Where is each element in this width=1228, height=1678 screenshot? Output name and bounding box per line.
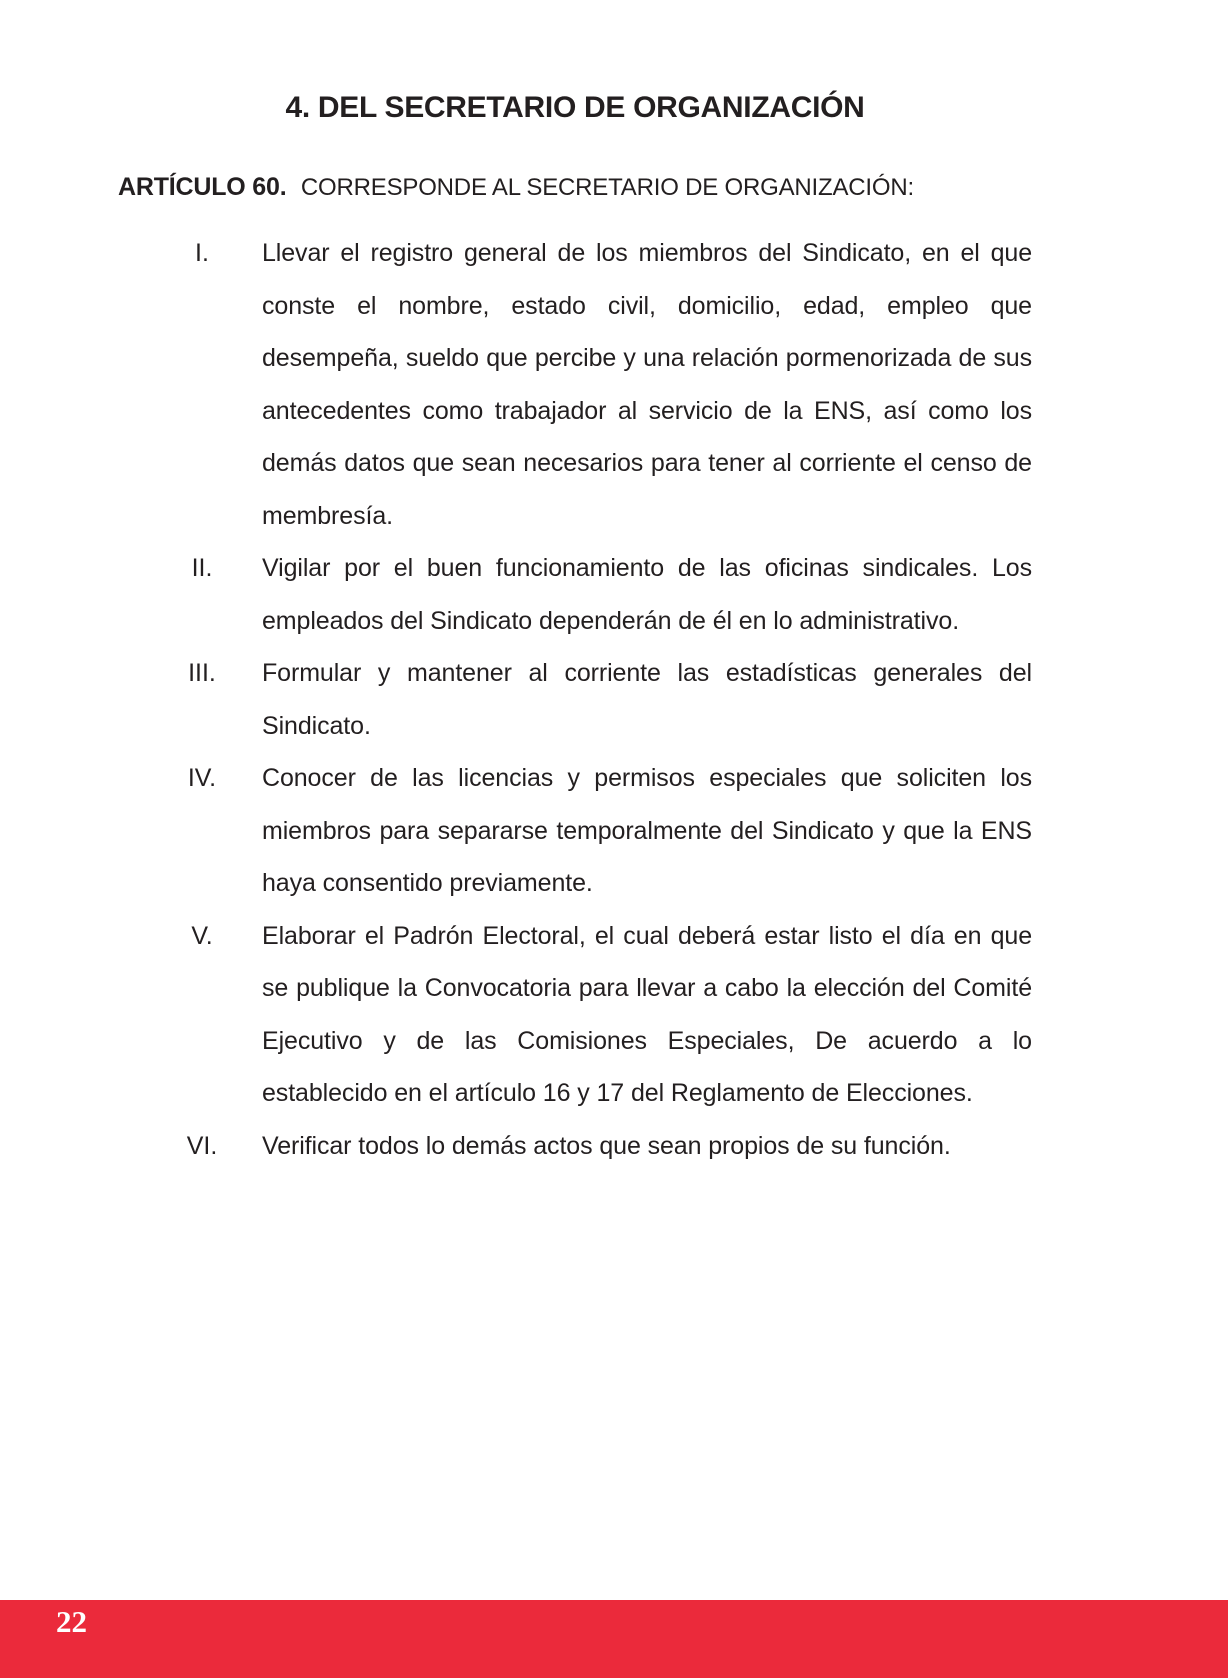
- clause-numeral-3: III.: [188, 659, 216, 687]
- clause-text-3: Formular y mantener al corriente las estadísticas generales del Sindicato.: [262, 659, 1032, 740]
- page-number: 22: [56, 1604, 87, 1639]
- article-heading-line: [118, 170, 1032, 205]
- clause-numeral-6: VI.: [186, 1131, 218, 1160]
- clause-item-5: [118, 910, 1032, 1120]
- clause-item-4: [118, 752, 1032, 910]
- clause-numeral-2: II.: [191, 554, 213, 582]
- clause-item-3: [118, 647, 1032, 752]
- article-intro: CORRESPONDE AL SECRETARIO DE ORGANIZACIÓN:: [300, 174, 914, 201]
- clause-text-6: Verificar todos lo demás actos que sean propios de su función.: [262, 1131, 951, 1160]
- article-label: ARTÍCULO 60.: [118, 173, 287, 201]
- clause-numeral-1: I.: [195, 239, 209, 267]
- footer-bar: [0, 1600, 1228, 1678]
- document-content: [118, 0, 1032, 1172]
- section-title: 4. DEL SECRETARIO DE ORGANIZACIÓN: [285, 91, 865, 124]
- clause-text-2: Vigilar por el buen funcionamiento de las oficinas sindicales. Los empleados del Sindicato dependerán de él en lo administrativo.: [262, 554, 1032, 635]
- clause-item-2: [118, 542, 1032, 647]
- clause-numeral-4: IV.: [187, 764, 217, 792]
- clause-text-5: Elaborar el Padrón Electoral, el cual deberá estar listo el día en que se publique la Convocatoria para llevar a cabo la elección del Comité Ejecutivo y de las Comisiones Especiales, De acuerdo a lo establecido en el artículo 16 y 17 del Reglamento de Elecciones.: [262, 921, 1032, 1107]
- clause-list: [118, 227, 1032, 1172]
- clause-item-1: [118, 227, 1032, 542]
- clause-numeral-5: V.: [191, 921, 213, 950]
- clause-text-4: Conocer de las licencias y permisos especiales que soliciten los miembros para separarse temporalmente del Sindicato y que la ENS haya consentido previamente.: [262, 764, 1032, 897]
- clause-text-1: Llevar el registro general de los miembros del Sindicato, en el que conste el nombre, estado civil, domicilio, edad, empleo que desempeña, sueldo que percibe y una relación pormenorizada de sus antecedentes como trabajador al servicio de la ENS, así como los demás datos que sean necesarios para tener al corriente el censo de membresía.: [262, 239, 1032, 530]
- clause-item-6: [118, 1120, 1032, 1173]
